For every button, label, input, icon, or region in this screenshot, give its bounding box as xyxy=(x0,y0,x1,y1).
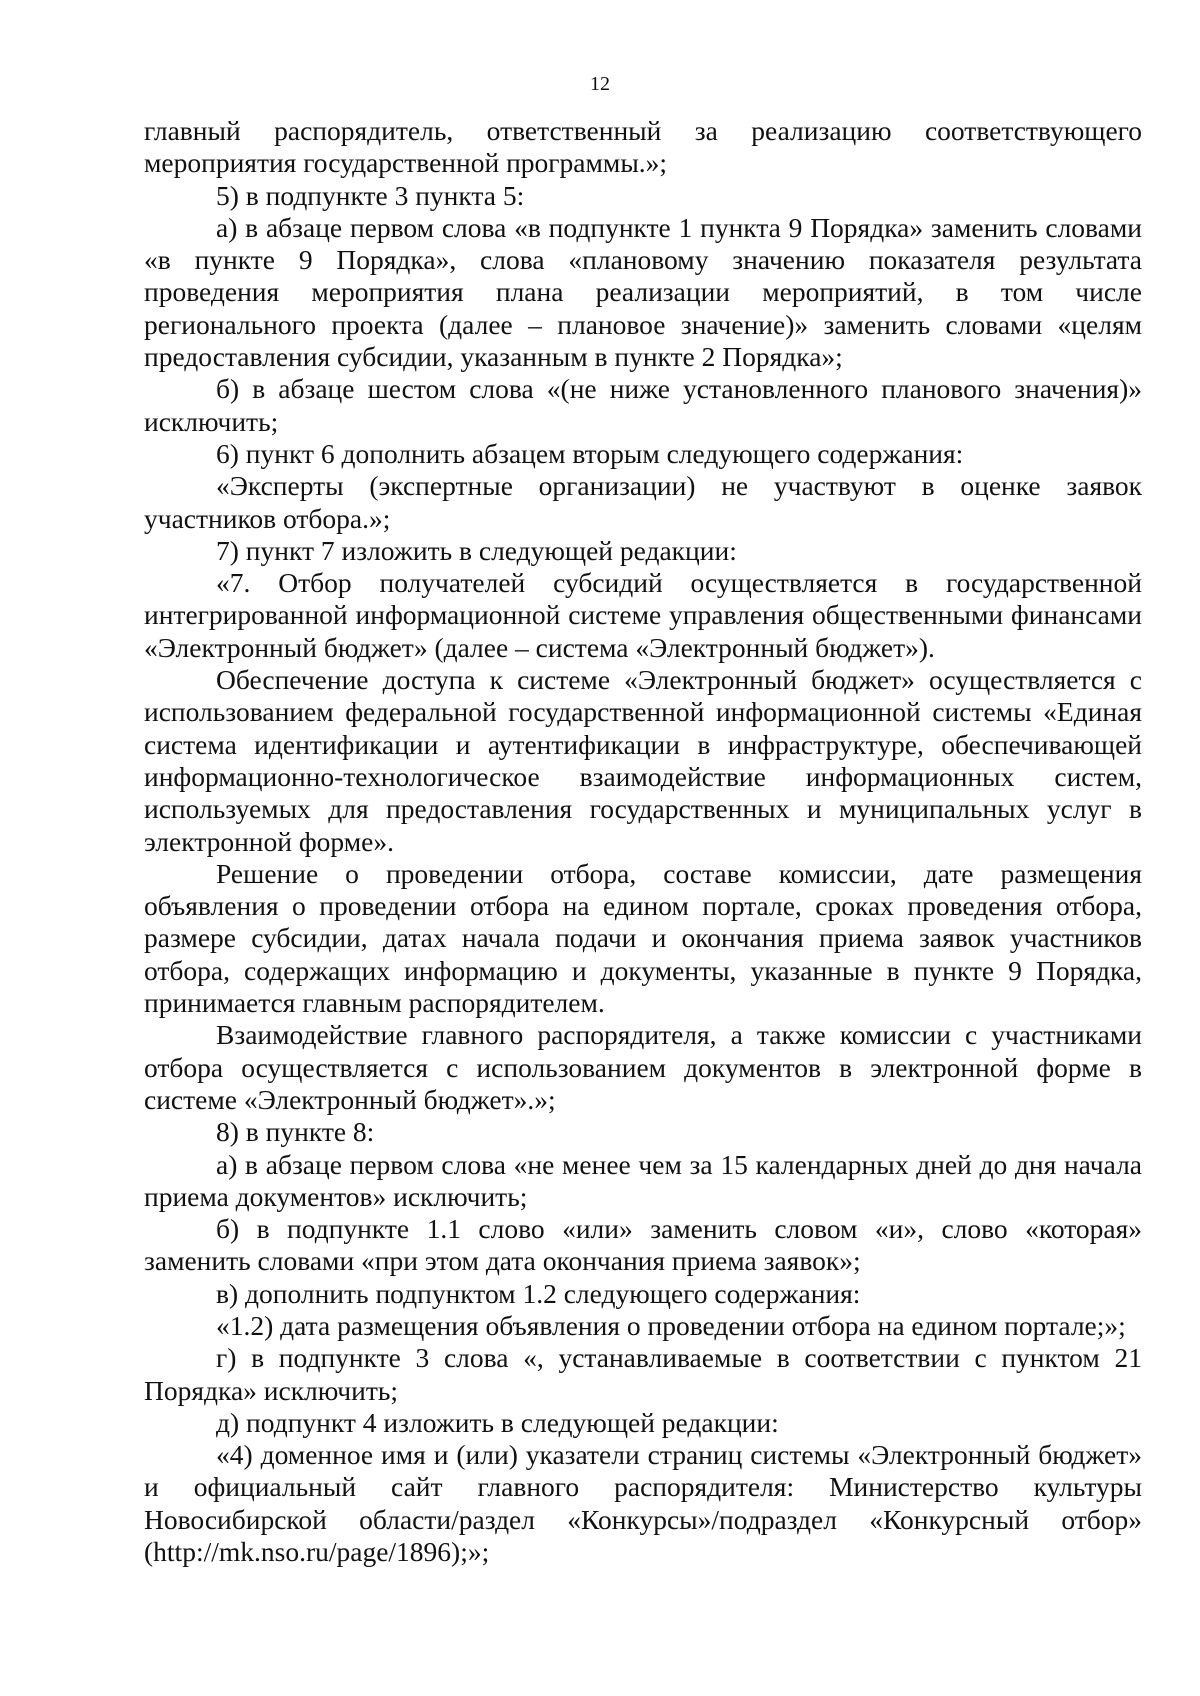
paragraph: 8) в пункте 8: xyxy=(216,1116,375,1148)
paragraph: в) дополнить подпунктом 1.2 следующего содержания: xyxy=(216,1277,861,1309)
paragraph: б) в абзаце шестом слова «(не ниже установленного планового значения)» исключить; xyxy=(144,373,1142,437)
paragraph: «Эксперты (экспертные организации) не участвуют в оценке заявок участников отбора.»; xyxy=(144,470,1142,534)
paragraph: «7. Отбор получателей субсидий осуществляется в государственной интегрированной информационной системе управления общественными финансами «Электронный бюджет» (далее – система «Электронный бюджет»). xyxy=(144,567,1142,663)
paragraph: г) в подпункте 3 слова «, устанавливаемые в соответствии с пунктом 21 Порядка» исключить; xyxy=(144,1342,1142,1406)
paragraph: б) в подпункте 1.1 слово «или» заменить словом «и», слово «которая» заменить словами «при этом дата окончания приема заявок»; xyxy=(144,1213,1142,1277)
paragraph: д) подпункт 4 изложить в следующей редакции: xyxy=(216,1406,779,1438)
paragraph: главный распорядитель, ответственный за реализацию соответствующего мероприятия государственной программы.»; xyxy=(144,115,1142,179)
paragraph: а) в абзаце первом слова «в подпункте 1 пункта 9 Порядка» заменить словами «в пункте 9 Порядка», слова «плановому значению показателя результата проведения мероприятия плана реализации мероприятий, в том числе регионального проекта (далее – плановое значение)» заменить словами «целям предоставления субсидии, указанным в пункте 2 Порядка»; xyxy=(144,211,1142,373)
paragraph: 5) в подпункте 3 пункта 5: xyxy=(216,179,525,211)
paragraph: 6) пункт 6 дополнить абзацем вторым следующего содержания: xyxy=(216,437,964,469)
paragraph: «4) доменное имя и (или) указатели страниц системы «Электронный бюджет» и официальный сайт главного распорядителя: Министерство культуры Новосибирской области/раздел «Конкурсы»/подраздел «Конкурсный отбор» (http://mk.nso.ru/page/1896);»; xyxy=(144,1439,1142,1568)
paragraph: «1.2) дата размещения объявления о проведении отбора на едином портале;»; xyxy=(216,1309,1126,1341)
page-number: 12 xyxy=(590,73,610,95)
document-body xyxy=(144,115,1142,1568)
paragraph: Решение о проведении отбора, составе комиссии, дате размещения объявления о проведении отбора на едином портале, сроках проведения отбора, размере субсидии, датах начала подачи и окончания приема заявок участников отбора, содержащих информацию и документы, указанные в пункте 9 Порядка, принимается главным распорядителем. xyxy=(144,857,1142,1019)
paragraph: а) в абзаце первом слова «не менее чем за 15 календарных дней до дня начала приема документов» исключить; xyxy=(144,1148,1142,1212)
paragraph: 7) пункт 7 изложить в следующей редакции: xyxy=(216,534,737,566)
paragraph: Взаимодействие главного распорядителя, а также комиссии с участниками отбора осуществляется с использованием документов в электронной форме в системе «Электронный бюджет».»; xyxy=(144,1019,1142,1115)
paragraph: Обеспечение доступа к системе «Электронный бюджет» осуществляется с использованием федеральной государственной информационной системы «Единая система идентификации и аутентификации в инфраструктуре, обеспечивающей информационно-технологическое взаимодействие информационных систем, используемых для предоставления государственных и муниципальных услуг в электронной форме». xyxy=(144,664,1142,857)
